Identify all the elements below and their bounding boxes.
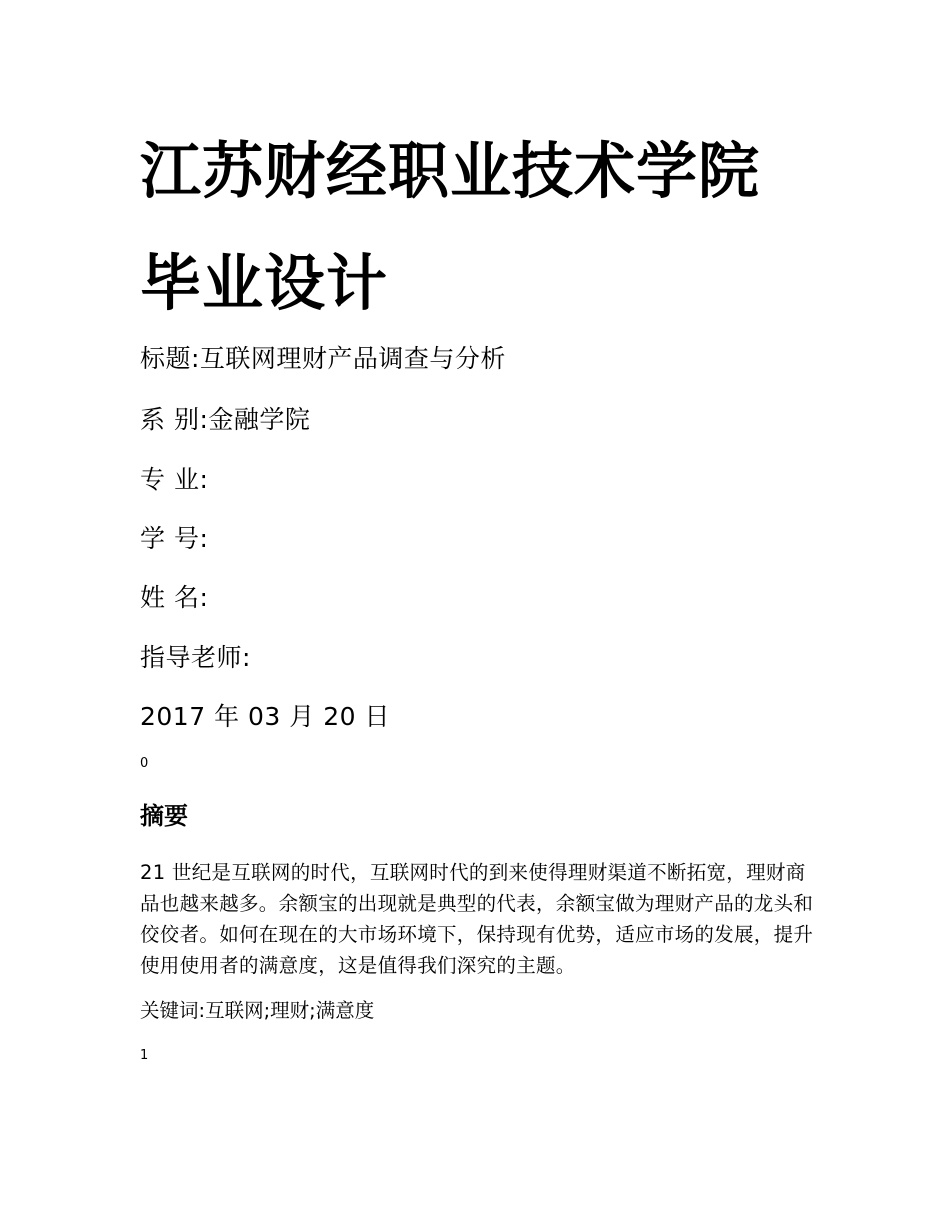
- field-advisor: 指导老师:: [140, 643, 251, 672]
- page-number: 0: [140, 756, 149, 771]
- field-topic: 标题:互联网理财产品调查与分析: [140, 344, 506, 373]
- abstract-text: 21 世纪是互联网的时代，互联网时代的到来使得理财渠道不断拓宽，理财商品也越来越多。余额宝的出现就是典型的代表，余额宝做为理财产品的龙头和佼佼者。如何在现在的大市场环境下，保持现有优势，适应市场的发展，提升使用使用者的满意度，这是值得我们深究的主题。: [140, 861, 814, 977]
- document-type-title: 毕业设计: [140, 248, 389, 319]
- field-major: 专 业:: [140, 465, 209, 494]
- field-name: 姓 名:: [140, 583, 209, 612]
- page-number: 1: [140, 1048, 149, 1063]
- field-date: 2017 年 03 月 20 日: [140, 702, 390, 731]
- school-title: 江苏财经职业技术学院: [140, 136, 761, 207]
- abstract-heading: 摘要: [140, 802, 188, 830]
- field-student-id: 学 号:: [140, 524, 209, 553]
- field-department: 系 别:金融学院: [140, 405, 311, 434]
- keywords: 关键词:互联网;理财;满意度: [140, 999, 375, 1022]
